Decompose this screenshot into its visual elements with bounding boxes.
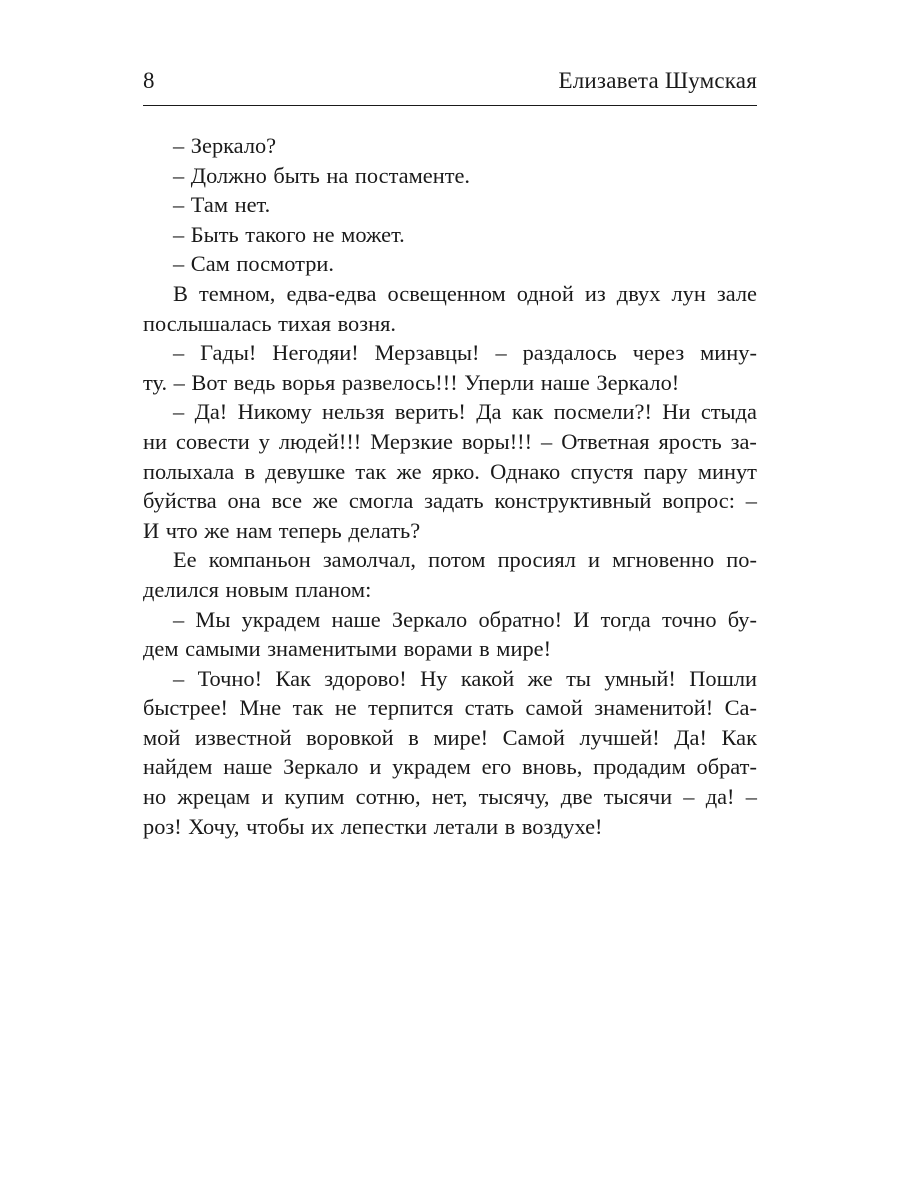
text-line: ту. – Вот ведь ворья развелось!!! Уперли наше Зеркало! (143, 369, 680, 395)
text-line: роз! Хочу, чтобы их лепестки летали в воздухе! (143, 813, 603, 839)
header-divider (143, 105, 757, 106)
text-line: ни совести у людей!!! Мерзкие воры!!! – Ответная ярость за- (143, 428, 757, 454)
text-line: делился новым планом: (143, 576, 372, 602)
text-line: И что же нам теперь делать? (143, 517, 421, 543)
text-line: дем самыми знаменитыми ворами в мире! (143, 636, 552, 662)
text-line: – Гады! Негодяи! Мерзавцы! – раздалось через мину- (173, 340, 757, 366)
text-line: полыхала в девушке так же ярко. Однако спустя пару минут (143, 458, 757, 484)
text-line: – Быть такого не может. (173, 221, 405, 247)
text-line: – Да! Никому нельзя верить! Да как посмели?! Ни стыда (173, 399, 757, 425)
text-line: буйства она все же смогла задать конструктивный вопрос: – (143, 488, 757, 514)
body-text (143, 131, 757, 841)
text-line: мой известной воровкой в мире! Самой лучшей! Да! Как (143, 724, 757, 750)
text-line: Ее компаньон замолчал, потом просиял и мгновенно по- (173, 547, 757, 573)
text-line: послышалась тихая возня. (143, 310, 396, 336)
page-number: 8 (143, 68, 155, 93)
text-line: быстрее! Мне так не терпится стать самой знаменитой! Са- (143, 695, 757, 721)
text-line: – Сам посмотри. (173, 251, 335, 277)
text-line: – Там нет. (173, 192, 271, 218)
text-line: – Должно быть на постаменте. (173, 162, 471, 188)
text-line: – Точно! Как здорово! Ну какой же ты умный! Пошли (173, 665, 757, 691)
text-line: – Зеркало? (173, 133, 277, 158)
running-header (143, 66, 757, 106)
author-name: Елизавета Шумская (558, 68, 757, 93)
text-line: – Мы украдем наше Зеркало обратно! И тогда точно бу- (173, 606, 757, 632)
text-line: найдем наше Зеркало и украдем его вновь, продадим обрат- (143, 754, 757, 780)
text-line: В темном, едва-едва освещенном одной из двух лун зале (173, 280, 757, 306)
text-line: но жрецам и купим сотню, нет, тысячу, две тысячи – да! – (143, 784, 757, 810)
